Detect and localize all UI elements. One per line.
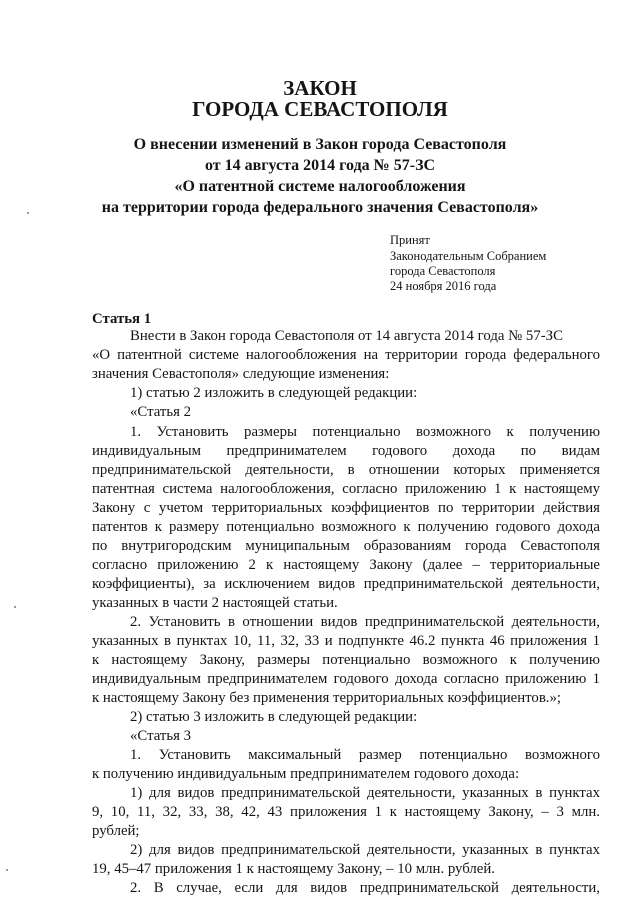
text-line: предпринимательской деятельности, в отношении которых применяется — [92, 462, 600, 478]
law-title-line2: ГОРОДА СЕВАСТОПОЛЯ — [192, 97, 448, 121]
text-line: 2. В случае, если для видов предпринимательской деятельности, — [130, 880, 600, 896]
text-line: Внести в Закон города Севастополя от 14 августа 2014 года № 57-ЗС — [130, 328, 563, 344]
text-line: к настоящему Закону без применения территориальных коэффициентов.»; — [92, 690, 562, 706]
text-line: индивидуальным предпринимателем годового дохода согласно приложению 1 — [92, 671, 600, 687]
text-line: 19, 45–47 приложения 1 к настоящему Закону, – 10 млн. рублей. — [92, 861, 495, 877]
text-line: 2. Установить в отношении видов предпринимательской деятельности, — [130, 614, 600, 630]
article-heading: Статья 1 — [92, 311, 152, 327]
law-title-line1: ЗАКОН — [283, 76, 357, 100]
scan-speck — [27, 212, 29, 214]
text-line: по внутригородским муниципальным образованиям города Севастополя — [92, 538, 600, 554]
text-line: указанных в пунктах 10, 11, 32, 33 и подпункте 46.2 пункта 46 приложения 1 — [92, 633, 600, 649]
adopted-line1: Принят — [390, 233, 430, 247]
scan-speck — [14, 606, 16, 608]
text-line: Закону с учетом территориальных коэффициентов по территории действия — [92, 500, 600, 516]
text-line: «Статья 3 — [130, 728, 192, 744]
subtitle-line1: О внесении изменений в Закон города Севастополя — [133, 136, 507, 153]
subtitle-line3: «О патентной системе налогообложения — [174, 178, 466, 195]
adopted-date: 24 ноября 2016 года — [390, 279, 497, 293]
text-line: патентная система налогообложения, согласно приложению 1 к настоящему — [92, 481, 600, 497]
text-line: указанных в части 2 настоящей статьи. — [92, 595, 338, 611]
text-line: 1) статью 2 изложить в следующей редакции: — [130, 385, 418, 401]
adopted-line2: Законодательным Собранием — [390, 249, 547, 263]
text-line: 9, 10, 11, 32, 33, 38, 42, 43 приложения 1 к настоящему Закону, – 3 млн. — [92, 804, 600, 820]
text-line: 2) для видов предпринимательской деятельности, указанных в пунктах — [130, 842, 600, 858]
scan-speck — [6, 869, 8, 871]
text-line: «Статья 2 — [130, 404, 192, 420]
text-line: согласно приложению 2 к настоящему Закону (далее – территориальные — [92, 557, 600, 573]
subtitle-line4: на территории города федерального значения Севастополя» — [101, 199, 539, 216]
text-line: рублей; — [92, 823, 140, 839]
text-line: 1) для видов предпринимательской деятельности, указанных в пунктах — [130, 785, 600, 801]
text-line: «О патентной системе налогообложения на территории города федерального — [92, 347, 600, 363]
subtitle-line2: от 14 августа 2014 года № 57-ЗС — [204, 157, 436, 174]
text-line: 2) статью 3 изложить в следующей редакции: — [130, 709, 418, 725]
text-line: к настоящему Закону, размеры потенциально возможного к получению — [92, 652, 600, 668]
text-line: патентов к размеру потенциально возможного к получению годового дохода — [92, 519, 600, 535]
adopted-line3: города Севастополя — [390, 264, 496, 278]
text-line: 1. Установить максимальный размер потенциально возможного — [130, 747, 600, 763]
text-line: к получению индивидуальным предпринимателем годового дохода: — [92, 766, 520, 782]
text-line: 1. Установить размеры потенциально возможного к получению — [130, 424, 600, 440]
text-line: значения Севастополя» следующие изменения: — [92, 366, 390, 382]
text-line: коэффициенты), за исключением видов предпринимательской деятельности, — [92, 576, 600, 592]
text-line: индивидуальным предпринимателем годового дохода по видам — [92, 443, 600, 459]
